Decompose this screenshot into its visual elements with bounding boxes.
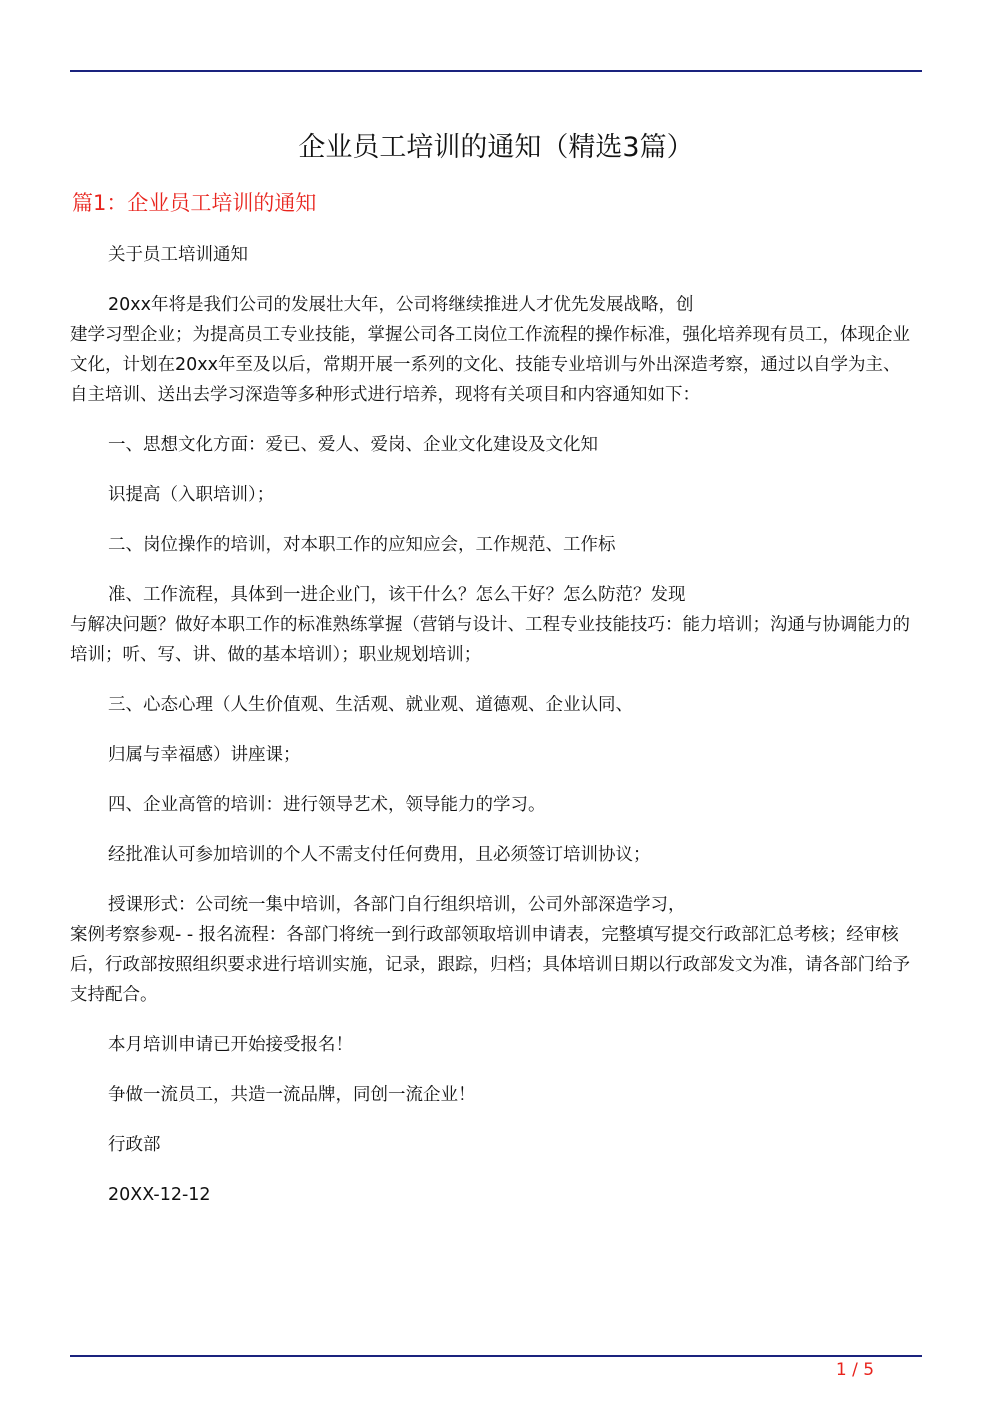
paragraph: 一、思想文化方面：爱已、爱人、爱岗、企业文化建设及文化知: [108, 435, 598, 455]
section-heading: 篇1：企业员工培训的通知: [72, 191, 317, 215]
paragraph: 识提高（入职培训）；: [108, 485, 275, 505]
document-body: [70, 240, 912, 1230]
footer-rule: [70, 1355, 922, 1357]
signature-department: 行政部: [108, 1135, 161, 1155]
paragraph-subject: 关于员工培训通知: [108, 245, 248, 265]
document-title: 企业员工培训的通知（精选3篇）: [298, 132, 694, 163]
paragraph: 本月培训申请已开始接受报名！: [108, 1035, 353, 1055]
paragraph: 与解决问题？做好本职工作的标准熟练掌握（营销与设计、工程专业技能技巧：能力培训；沟通与协调能力的培训；听、写、讲、做的基本培训）；职业规划培训；: [70, 615, 910, 665]
paragraph: 准、工作流程，具体到一进企业门，该干什么？怎么干好？怎么防范？发现: [108, 585, 686, 605]
page-number: 1 / 5: [835, 1360, 875, 1380]
paragraph: 三、心态心理（人生价值观、生活观、就业观、道德观、企业认同、: [108, 695, 633, 715]
paragraph: 二、岗位操作的培训，对本职工作的应知应会，工作规范、工作标: [108, 535, 616, 555]
paragraph: 经批准认可参加培训的个人不需支付任何费用，且必须签订培训协议；: [108, 845, 651, 865]
paragraph: 争做一流员工，共造一流品牌，同创一流企业！: [108, 1085, 476, 1105]
paragraph: 四、企业高管的培训：进行领导艺术，领导能力的学习。: [108, 795, 546, 815]
signature-date: 20XX-12-12: [108, 1185, 211, 1205]
paragraph: 20xx年将是我们公司的发展壮大年，公司将继续推进人才优先发展战略，创: [108, 295, 694, 315]
paragraph: 授课形式：公司统一集中培训，各部门自行组织培训，公司外部深造学习，: [108, 895, 686, 915]
paragraph: 建学习型企业；为提高员工专业技能，掌握公司各工岗位工作流程的操作标准，强化培养现有员工，体现企业文化，计划在20xx年至及以后，常期开展一系列的文化、技能专业培训与外出深造考察，通过以自学为主、自主培训、送出去学习深造等多种形式进行培养，现将有关项目和内容通知如下：: [70, 325, 910, 405]
paragraph: 归属与幸福感）讲座课；: [108, 745, 301, 765]
paragraph: 案例考察参观- - 报名流程：各部门将统一到行政部领取培训申请表，完整填写提交行政部汇总考核；经审核后，行政部按照组织要求进行培训实施，记录，跟踪，归档；具体培训日期以行政部发文为准，请各部门给予支持配合。: [70, 925, 910, 1005]
header-rule: [70, 70, 922, 72]
